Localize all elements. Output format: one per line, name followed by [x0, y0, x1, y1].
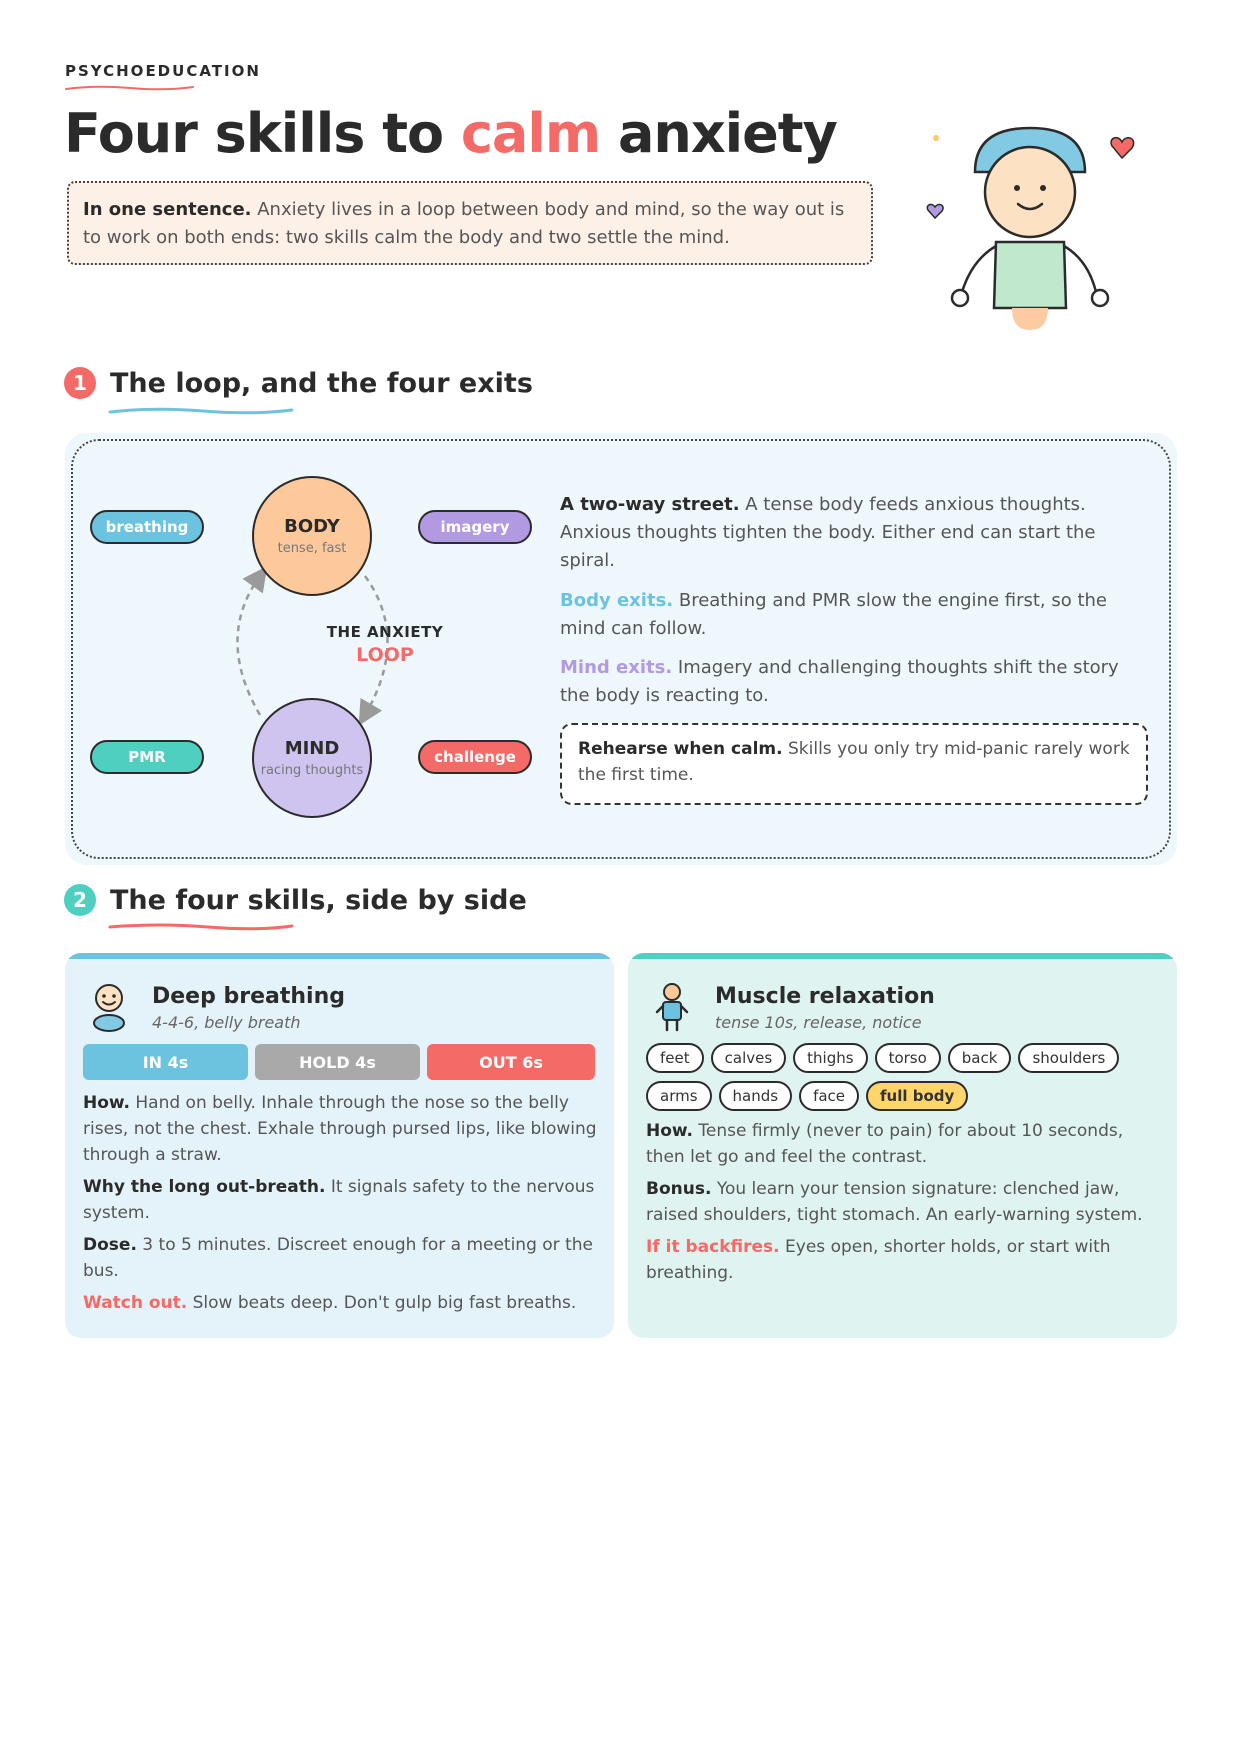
muscle-person-icon [652, 983, 692, 1033]
bonus-lead: Bonus. [646, 1179, 712, 1199]
body-exits-text: Breathing and PMR slow the engine first, so the mind can follow. [560, 590, 1108, 639]
why-paragraph [83, 1174, 598, 1226]
card-subtitle: 4-4-6, belly breath [152, 1013, 301, 1032]
title-part-2: anxiety [600, 102, 837, 165]
loop-label-line1: THE ANXIETY [326, 623, 444, 641]
how-lead: How. [646, 1121, 693, 1141]
mind-exits-text: Imagery and challenging thoughts shift the story the body is reacting to. [560, 657, 1119, 706]
section-1-header [64, 367, 533, 399]
rehearse-lead: Rehearse when calm. [578, 739, 783, 759]
exit-pill-imagery: imagery [418, 510, 532, 544]
body-node-sub: tense, fast [277, 541, 347, 556]
bonus-text: You learn your tension signature: clenched jaw, raised shoulders, tight stomach. An early-warning system. [646, 1179, 1143, 1225]
loop-paragraph-body-exits [560, 587, 1140, 643]
tag-face: face [799, 1081, 859, 1111]
tag-full-body: full body [866, 1081, 968, 1111]
loop-paragraph-mind-exits [560, 654, 1140, 710]
heart-icon [927, 204, 943, 218]
section-2-header [64, 884, 527, 916]
mind-node [252, 698, 372, 818]
loop-paragraph-two-way [560, 491, 1140, 575]
section-underline [108, 406, 294, 416]
page-title [64, 102, 837, 165]
how-lead: How. [83, 1093, 130, 1113]
summary-lead: In one sentence. [83, 199, 252, 220]
card-subtitle: tense 10s, release, notice [715, 1013, 922, 1032]
two-way-text: A tense body feeds anxious thoughts. Anxious thoughts tighten the body. Either end can start the spiral. [560, 494, 1096, 571]
two-way-lead: A two-way street. [560, 494, 740, 515]
exit-pill-breathing: breathing [90, 510, 204, 544]
body-exits-lead: Body exits. [560, 590, 674, 611]
loop-center-label [310, 623, 460, 666]
tag-arms: arms [646, 1081, 712, 1111]
mascot-illustration [920, 120, 1170, 340]
eyebrow-underline [65, 84, 195, 92]
card-topbar [65, 953, 614, 959]
tag-row-1 [646, 1043, 1161, 1073]
how-paragraph [83, 1090, 598, 1168]
card-body [646, 1118, 1161, 1292]
card-title: Deep breathing [152, 984, 346, 1009]
title-accent: calm [460, 102, 601, 165]
section-number-badge: 1 [64, 367, 96, 399]
why-text: It signals safety to the nervous system. [83, 1177, 595, 1223]
section-underline [108, 922, 294, 932]
body-node [252, 476, 372, 596]
card-deep-breathing [65, 953, 614, 1338]
summary-box [67, 181, 873, 265]
tag-hands: hands [719, 1081, 793, 1111]
tag-calves: calves [711, 1043, 787, 1073]
summary-text: Anxiety lives in a loop between body and mind, so the way out is to work on both ends: two skills calm the body and two settle the mind. [83, 199, 845, 248]
phase-in: IN 4s [83, 1044, 248, 1080]
eyebrow-label: PSYCHOEDUCATION [65, 62, 261, 80]
card-body [83, 1090, 598, 1322]
backfire-lead: If it backfires. [646, 1237, 780, 1257]
loop-label-line2: LOOP [356, 644, 414, 666]
breathing-person-icon [89, 983, 129, 1033]
watch-lead: Watch out. [83, 1293, 188, 1313]
mind-exits-lead: Mind exits. [560, 657, 673, 678]
dose-lead: Dose. [83, 1235, 137, 1255]
tag-row-2 [646, 1081, 1161, 1111]
mind-node-title: MIND [284, 738, 340, 759]
tag-thighs: thighs [793, 1043, 867, 1073]
rehearse-text: Skills you only try mid-panic rarely work the first time. [578, 739, 1130, 785]
section-number-badge: 2 [64, 884, 96, 916]
tag-feet: feet [646, 1043, 704, 1073]
how-paragraph [646, 1118, 1161, 1170]
body-part-tags [646, 1043, 1161, 1119]
exit-pill-challenge: challenge [418, 740, 532, 774]
card-muscle-relaxation [628, 953, 1177, 1338]
card-topbar [628, 953, 1177, 959]
watch-text: Slow beats deep. Don't gulp big fast breaths. [187, 1293, 577, 1313]
tag-torso: torso [875, 1043, 941, 1073]
phase-hold: HOLD 4s [255, 1044, 420, 1080]
section-title: The four skills, side by side [110, 884, 527, 916]
phase-out: OUT 6s [427, 1044, 595, 1080]
dose-paragraph [83, 1232, 598, 1284]
how-text: Tense firmly (never to pain) for about 10 seconds, then let go and feel the contrast. [646, 1121, 1124, 1167]
why-lead: Why the long out-breath. [83, 1177, 326, 1197]
title-part-1: Four skills to [64, 102, 461, 165]
card-title: Muscle relaxation [715, 984, 935, 1009]
how-text: Hand on belly. Inhale through the nose so the belly rises, not the chest. Exhale through pursed lips, like blowing through a straw. [83, 1093, 597, 1165]
backfire-paragraph [646, 1234, 1161, 1286]
tag-shoulders: shoulders [1018, 1043, 1119, 1073]
exit-pill-pmr: PMR [90, 740, 204, 774]
watch-paragraph [83, 1290, 598, 1316]
heart-icon [1111, 138, 1134, 158]
loop-panel [65, 433, 1177, 865]
body-node-title: BODY [284, 516, 340, 537]
section-title: The loop, and the four exits [110, 367, 533, 399]
dose-text: 3 to 5 minutes. Discreet enough for a meeting or the bus. [83, 1235, 593, 1281]
rehearse-callout [560, 723, 1148, 805]
mind-node-sub: racing thoughts [260, 763, 364, 778]
bonus-paragraph [646, 1176, 1161, 1228]
backfire-text: Eyes open, shorter holds, or start with breathing. [646, 1237, 1111, 1283]
tag-back: back [948, 1043, 1012, 1073]
